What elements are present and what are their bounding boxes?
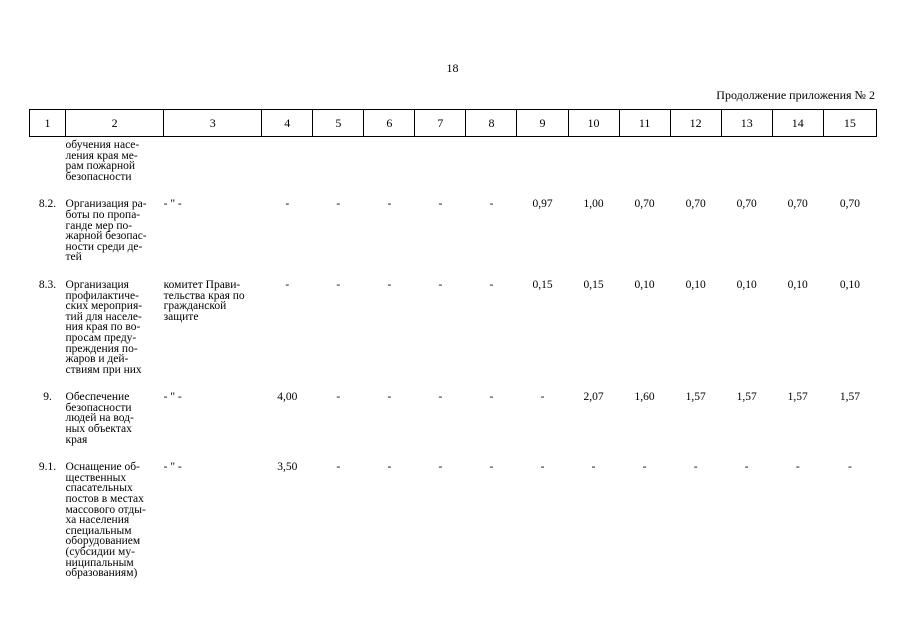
funding-value: 0,15 [532, 278, 553, 291]
funding-value: 1,00 [583, 198, 604, 211]
funding-value: - [438, 198, 443, 211]
funding-value: 1,57 [685, 391, 706, 404]
column-header: 5 [313, 110, 364, 137]
executor: - " - [163, 198, 182, 211]
table-row [30, 196, 877, 277]
funding-value: - [285, 278, 290, 291]
column-header: 9 [517, 110, 568, 137]
funding-value [772, 137, 823, 197]
funding-value [721, 137, 772, 197]
funding-value: 1,57 [839, 391, 860, 404]
continuation-label: Продолжение приложения № 2 [716, 88, 875, 102]
funding-value: - [795, 461, 800, 474]
funding-value [466, 137, 517, 197]
funding-value: - [285, 198, 290, 211]
funding-value: - [336, 461, 341, 474]
page-number: 18 [446, 61, 459, 75]
column-header: 13 [721, 110, 772, 137]
funding-value [619, 137, 670, 197]
funding-value: 4,00 [277, 391, 298, 404]
funding-value: 0,10 [839, 278, 860, 291]
funding-value: 1,60 [634, 391, 655, 404]
executor: - " - [163, 461, 182, 474]
funding-value: 0,97 [532, 198, 553, 211]
executor: - " - [163, 391, 182, 404]
funding-value: - [336, 278, 341, 291]
funding-value: 0,70 [685, 198, 706, 211]
appendix-table [29, 109, 877, 593]
column-header: 11 [619, 110, 670, 137]
funding-value [568, 137, 619, 197]
column-header: 2 [66, 110, 164, 137]
funding-value: - [336, 198, 341, 211]
funding-value [262, 137, 313, 197]
executor [164, 137, 262, 197]
funding-value [415, 137, 466, 197]
activity-name: Обеспечение безопасности людей на вод- ных объектах края [65, 391, 134, 446]
row-number: 9. [43, 391, 52, 404]
funding-value [517, 137, 568, 197]
funding-value: 0,70 [634, 198, 655, 211]
funding-value: 0,10 [736, 278, 757, 291]
funding-value: 0,10 [787, 278, 808, 291]
row-number: 9.1. [38, 461, 57, 474]
funding-value [313, 137, 364, 197]
funding-value: 1,57 [787, 391, 808, 404]
column-header: 8 [466, 110, 517, 137]
funding-value [823, 137, 876, 197]
row-number [30, 137, 66, 197]
column-header: 6 [364, 110, 415, 137]
column-header: 12 [670, 110, 721, 137]
column-header: 1 [30, 110, 66, 137]
funding-value: 0,15 [583, 278, 604, 291]
table-row [30, 389, 877, 459]
funding-value: 0,70 [839, 198, 860, 211]
funding-value: - [693, 461, 698, 474]
activity-name: Оснащение об- щественных спасательных постов в местах массового отды- ха населения специальным оборудованием (субсидии му- ниципальным образованиям) [65, 461, 146, 580]
table-row [30, 277, 877, 389]
funding-value: - [489, 278, 494, 291]
funding-value: - [387, 198, 392, 211]
funding-value: - [387, 461, 392, 474]
table-row [30, 459, 877, 593]
column-header: 7 [415, 110, 466, 137]
funding-value: - [489, 461, 494, 474]
activity-name: Организация ра- боты по пропа- ганде мер по- жарной безопас- ности среди де- тей [65, 198, 147, 264]
funding-value: 0,70 [787, 198, 808, 211]
funding-value: 0,10 [634, 278, 655, 291]
funding-value: 3,50 [277, 461, 298, 474]
funding-value: - [489, 198, 494, 211]
funding-value: - [387, 391, 392, 404]
funding-value: 0,10 [685, 278, 706, 291]
funding-value: - [847, 461, 852, 474]
column-header: 3 [164, 110, 262, 137]
column-header: 14 [772, 110, 823, 137]
funding-value: - [591, 461, 596, 474]
row-number: 8.3. [38, 278, 57, 291]
column-header: 10 [568, 110, 619, 137]
activity-name: обучения насе- ления края ме- рам пожарной безопасности [65, 139, 140, 183]
funding-value: - [642, 461, 647, 474]
column-header: 15 [823, 110, 876, 137]
header-row [30, 110, 877, 137]
funding-value: - [438, 278, 443, 291]
funding-value [670, 137, 721, 197]
funding-value: 0,70 [736, 198, 757, 211]
funding-value: - [540, 391, 545, 404]
funding-value: 2,07 [583, 391, 604, 404]
funding-value: - [336, 391, 341, 404]
funding-value: - [387, 278, 392, 291]
table-body [30, 137, 877, 593]
funding-value [364, 137, 415, 197]
funding-value: - [489, 391, 494, 404]
column-header: 4 [262, 110, 313, 137]
funding-value: - [438, 391, 443, 404]
funding-value: - [744, 461, 749, 474]
funding-value: 1,57 [736, 391, 757, 404]
funding-value: - [438, 461, 443, 474]
row-number: 8.2. [38, 198, 57, 211]
executor: комитет Прави- тельства края по гражданской защите [163, 278, 245, 323]
funding-value: - [540, 461, 545, 474]
activity-name: Организация профилактиче- ских мероприя- тий для населе- ния края по во- просам преду- преждения по- жаров и дей- ствиям при них [65, 278, 143, 376]
table-row [30, 137, 877, 197]
